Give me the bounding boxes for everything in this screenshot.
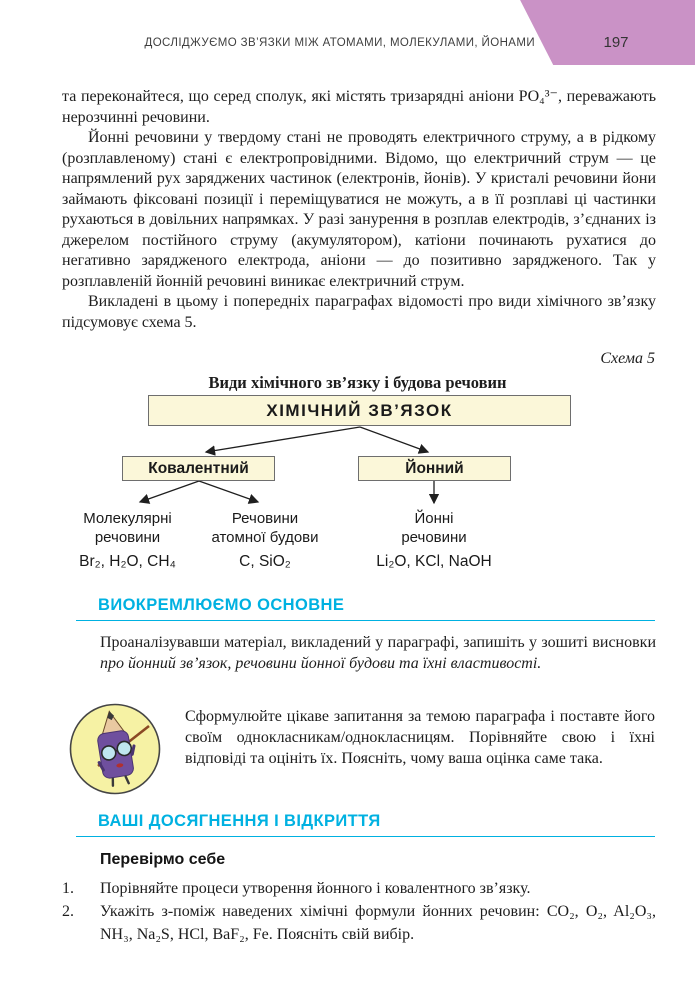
- pencil-mascot-icon: [68, 702, 162, 796]
- body-text: Проаналізувавши матеріал, викладений у параграфі, запишіть у зошиті висновки: [100, 634, 656, 651]
- leaf-formula: Li₂O, KCl, NaOH: [376, 553, 492, 570]
- leaf-label: Молекулярні: [83, 510, 172, 527]
- leaf-label: атомної будови: [211, 529, 319, 546]
- paragraph: та переконайтеся, що серед сполук, які містять тризарядні аніони PO₄³⁻, переважають нерозчинні речовини.: [62, 88, 656, 126]
- diagram-leaf-molecular: [60, 509, 195, 571]
- page-corner-decoration: [500, 0, 695, 65]
- chemical-bond-diagram: [60, 392, 655, 578]
- schema-title: Види хімічного зв’язку і будова речовин: [208, 373, 507, 392]
- body-text-italic: про йонний зв’язок, речовини йонної будови та їхні властивості.: [100, 655, 542, 672]
- task-text: Порівняйте процеси утворення йонного і ковалентного зв’язку.: [100, 880, 531, 897]
- section-rule: [76, 836, 655, 837]
- diagram-leaf-atomic: [195, 509, 335, 571]
- leaf-label: Речовини: [231, 510, 299, 527]
- task-list: [62, 877, 656, 946]
- running-head: ДОСЛІДЖУЄМО ЗВ’ЯЗКИ МІЖ АТОМАМИ, МОЛЕКУЛАМИ, ЙОНАМИ: [144, 37, 535, 49]
- section-body-key-points: [100, 632, 656, 674]
- intro-text: [62, 87, 656, 333]
- diagram-root-box: ХІМІЧНИЙ ЗВ’ЯЗОК: [148, 395, 571, 426]
- leaf-label: речовини: [401, 529, 467, 546]
- diagram-leaf-ionic: [358, 509, 510, 571]
- task-item: [62, 877, 656, 900]
- task-text: Укажіть з-поміж наведених хімічні формули йонних речовин: CO₂, O₂, Al₂O₃, NH₃, Na₂S, HCl, BaF₂, Fe. Поясніть свій вибір.: [100, 903, 656, 943]
- paragraph: Викладені в цьому і попередніх параграфах відомості про види хімічного зв’язку підсумовує схема 5.: [62, 293, 656, 331]
- leaf-formula: Br₂, H₂O, CH₄: [79, 553, 176, 570]
- leaf-label: речовини: [94, 529, 161, 546]
- task-item: [62, 900, 656, 946]
- diagram-branch-covalent: Ковалентний: [122, 456, 275, 481]
- section-rule: [76, 620, 655, 621]
- mascot-task-text: Сформулюйте цікаве запитання за темою параграфа і поставте його своїм однокласникам/однокласницям. Порівняйте свою і їхні відповіді та оцініть їх. Поясніть, чому ваша оцінка саме така.: [185, 708, 655, 767]
- leaf-label: Йонні: [414, 510, 454, 527]
- section-heading-achievements: ВАШІ ДОСЯГНЕННЯ І ВІДКРИТТЯ: [98, 812, 381, 830]
- section-heading-key-points: ВИОКРЕМЛЮЄМО ОСНОВНЕ: [98, 596, 345, 614]
- paragraph: Йонні речовини у твердому стані не проводять електричного струму, а в рідкому (розплавленому) стані є електропровідними. Відомо, що електричний струм — це напрямлений рух заряджених частинок (електронів, йонів). У кристалі речовини йони займають фіксовані позиції і переміщуватися не можуть, а в її розплаві ці частинки рухаються в довільних напрямках. У разі занурення в розплав електродів, з’єднаних із джерелом постійного струму (акумулятором), катіони починають рухатися до негативно зарядженого електрода, аніони — до позитивно зарядженого. Так у розплавленій йонній речовині виникає електричний струм.: [62, 129, 656, 290]
- task-number: 2.: [62, 903, 74, 920]
- diagram-branch-ionic: Йонний: [358, 456, 511, 481]
- check-yourself-subheading: Перевірмо себе: [100, 851, 226, 868]
- schema-caption: Схема 5: [600, 350, 655, 367]
- task-number: 1.: [62, 880, 74, 897]
- page-number: 197: [603, 34, 629, 51]
- leaf-formula: C, SiO₂: [239, 553, 291, 570]
